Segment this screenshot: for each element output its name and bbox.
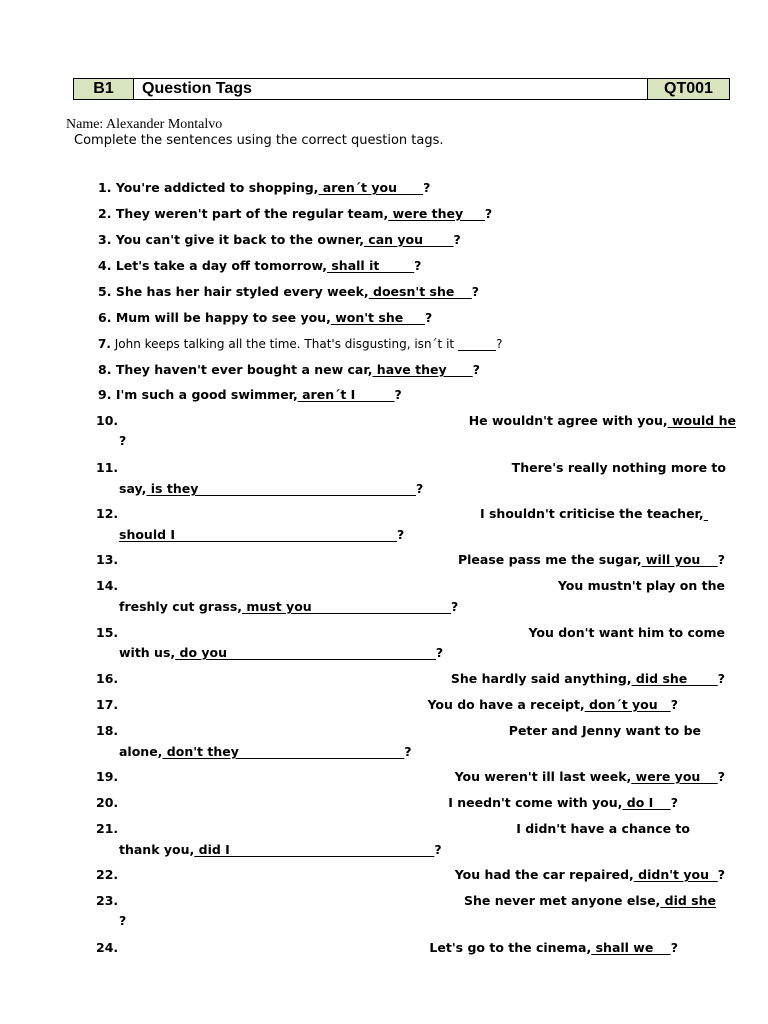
item-10-end: ? [119,433,127,448]
item-24: Let's go to the cinema, shall we ? [429,940,678,955]
answer-6[interactable]: won't she [330,310,425,325]
item-1: 1. You're addicted to shopping, aren´t you ? [98,180,431,195]
item-11-cont: say, is they ? [119,481,424,496]
item-16: She hardly said anything, did she ? [450,671,725,686]
answer-2[interactable]: were they [388,206,485,221]
item-15-cont: with us, do you ? [119,645,444,660]
item-8: 8. They haven't ever bought a new car, have they ? [98,362,480,377]
level-cell: B1 [74,79,134,99]
item-18: Peter and Jenny want to be [508,723,701,738]
item-6: 6. Mum will be happy to see you, won't she ? [98,310,433,325]
worksheet-header [73,78,730,100]
item-18-number: 18. [96,723,119,738]
answer-9[interactable]: aren´t I [297,387,395,402]
answer-5[interactable]: doesn't she [368,284,472,299]
answer-21[interactable]: did I [194,842,435,857]
item-11: There's really nothing more to [511,460,726,475]
item-22-number: 22. [96,867,119,882]
answer-1[interactable]: aren´t you [318,180,424,195]
answer-24[interactable]: shall we [591,940,671,955]
item-19: You weren't ill last week, were you ? [454,769,725,784]
item-13-number: 13. [96,552,119,567]
answer-11[interactable]: is they [146,481,416,496]
item-23-number: 23. [96,893,119,908]
answer-23[interactable]: did she [660,893,716,908]
item-24-number: 24. [96,940,119,955]
code-cell: QT001 [648,79,729,99]
answer-17[interactable]: don´t you [584,697,671,712]
item-21: I didn't have a chance to [516,821,690,836]
item-3: 3. You can't give it back to the owner, can you ? [98,232,461,247]
item-17: You do have a receipt, don´t you ? [427,697,678,712]
item-14: You mustn't play on the [557,578,725,593]
answer-19[interactable]: were you [631,769,718,784]
item-21-cont: thank you, did I ? [119,842,442,857]
item-10-number: 10. [96,413,119,428]
item-16-number: 16. [96,671,119,686]
item-20: I needn't come with you, do I ? [448,795,678,810]
item-13: Please pass me the sugar, will you ? [457,552,725,567]
item-2: 2. They weren't part of the regular team, were they ? [98,206,493,221]
item-15: You don't want him to come [528,625,725,640]
item-18-cont: alone, don't they ? [119,744,412,759]
item-14-cont: freshly cut grass, must you ? [119,599,459,614]
answer-16[interactable]: did she [631,671,718,686]
item-15-number: 15. [96,625,119,640]
answer-7[interactable] [458,337,496,351]
answer-4[interactable]: shall it [327,258,415,273]
item-12-number: 12. [96,506,119,521]
student-name: Name: Alexander Montalvo [66,117,223,132]
item-5: 5. She has her hair styled every week, doesn't she ? [98,284,480,299]
answer-8[interactable]: have they [372,362,473,377]
item-7: 7. John keeps talking all the time. That's disgusting, isn´t it ? [98,337,503,351]
item-14-number: 14. [96,578,119,593]
answer-14[interactable]: must you [242,599,451,614]
answer-18[interactable]: don't they [162,744,405,759]
item-10: He wouldn't agree with you, would he [468,413,736,428]
title-cell: Question Tags [134,79,648,99]
answer-20[interactable]: do I [622,795,671,810]
item-12: I shouldn't criticise the teacher, [479,506,704,521]
instructions: Complete the sentences using the correct question tags. [74,133,444,148]
answer-22[interactable]: didn't you [633,867,718,882]
item-19-number: 19. [96,769,119,784]
item-11-number: 11. [96,460,119,475]
answer-3[interactable]: can you [363,232,454,247]
answer-12[interactable]: should I [119,527,398,542]
item-17-number: 17. [96,697,119,712]
item-20-number: 20. [96,795,119,810]
item-21-number: 21. [96,821,119,836]
answer-15[interactable]: do you [175,645,436,660]
item-22: You had the car repaired, didn't you ? [454,867,725,882]
item-4: 4. Let's take a day off tomorrow, shall it ? [98,258,422,273]
answer-10[interactable]: would he [667,413,736,428]
item-23-end: ? [119,913,127,928]
item-23: She never met anyone else, did she [463,893,716,908]
item-12-cont: should I ? [119,527,405,542]
item-9: 9. I'm such a good swimmer, aren´t I ? [98,387,402,402]
answer-13[interactable]: will you [641,552,718,567]
